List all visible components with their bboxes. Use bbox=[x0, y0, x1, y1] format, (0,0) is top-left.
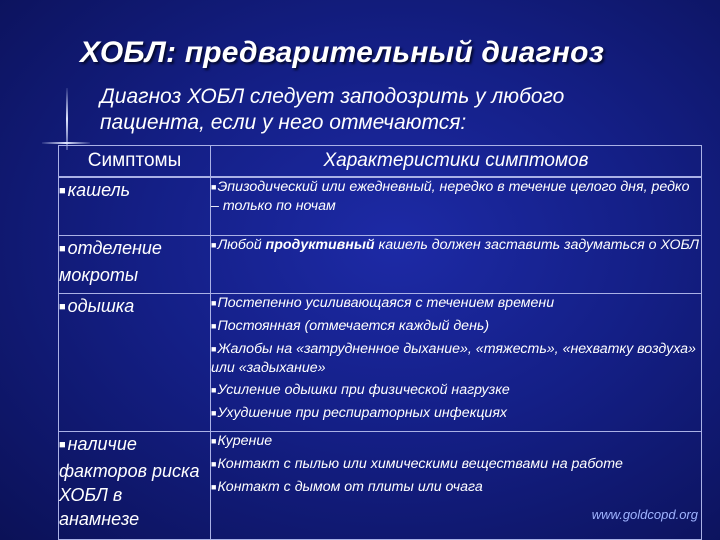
emphasis-text: продуктивный bbox=[265, 236, 375, 253]
symptom-text: ХОБЛ в bbox=[59, 484, 123, 505]
bullet-icon: ■ bbox=[211, 407, 217, 418]
table-row-sputum bbox=[59, 235, 702, 293]
bullet-icon: ■ bbox=[211, 384, 217, 395]
symptom-text: одышка bbox=[67, 295, 135, 316]
table-row-dyspnea bbox=[59, 293, 702, 431]
characteristics-cell bbox=[211, 431, 702, 540]
symptom-text: факторов риска bbox=[59, 460, 200, 481]
slide-subtitle bbox=[100, 84, 680, 136]
detail-item: ■Эпизодический или ежедневный, нередко в течение целого дня, редко – только по ночам bbox=[211, 179, 690, 214]
detail-item: ■Контакт с пылью или химическими веществами на работе bbox=[211, 455, 623, 472]
bullet-icon: ■ bbox=[211, 481, 217, 492]
detail-item: ■Контакт с дымом от плиты или очага bbox=[211, 478, 483, 495]
bullet-icon: ■ bbox=[211, 458, 217, 469]
symptom-text: отделение bbox=[67, 237, 162, 258]
bullet-icon: ■ bbox=[59, 185, 66, 197]
characteristics-cell bbox=[211, 235, 702, 293]
detail-item: ■Любой продуктивный кашель должен заставить задуматься о ХОБЛ bbox=[211, 236, 699, 253]
detail-item: ■Постепенно усиливающаяся с течением времени bbox=[211, 294, 555, 311]
slide-title: ХОБЛ: предварительный диагноз bbox=[80, 36, 605, 69]
symptom-text: мокроты bbox=[59, 264, 139, 285]
symptom-cell bbox=[59, 235, 211, 293]
characteristics-cell bbox=[211, 293, 702, 431]
bullet-icon: ■ bbox=[211, 239, 217, 250]
symptom-cell bbox=[59, 177, 211, 235]
source-link[interactable]: www.goldcopd.org bbox=[591, 507, 698, 522]
detail-item: ■Постоянная (отмечается каждый день) bbox=[211, 317, 490, 334]
header-symptoms: Симптомы bbox=[59, 146, 211, 178]
detail-item: ■Ухудшение при респираторных инфекциях bbox=[211, 404, 507, 421]
symptom-text: кашель bbox=[67, 180, 131, 200]
header-characteristics: Характеристики симптомов bbox=[211, 146, 702, 178]
symptom-cell bbox=[59, 293, 211, 431]
subtitle-line-2: пациента, если у него отмечаются: bbox=[100, 111, 467, 134]
bullet-icon: ■ bbox=[59, 300, 66, 313]
detail-item: ■Жалобы на «затрудненное дыхание», «тяжесть», «нехватку воздуха» или «задыхание» bbox=[211, 340, 696, 376]
table-row-cough bbox=[59, 177, 702, 235]
decorative-vertical-line bbox=[66, 88, 68, 150]
symptom-cell bbox=[59, 431, 211, 540]
bullet-icon: ■ bbox=[211, 320, 217, 331]
bullet-icon: ■ bbox=[211, 297, 217, 308]
characteristics-cell bbox=[211, 177, 702, 235]
detail-item: ■Усиление одышки при физической нагрузке bbox=[211, 381, 510, 398]
bullet-icon: ■ bbox=[59, 438, 66, 451]
table-header-row bbox=[59, 146, 702, 178]
detail-item: ■Курение bbox=[211, 432, 273, 449]
decorative-horizontal-line bbox=[42, 142, 90, 144]
bullet-icon: ■ bbox=[211, 343, 217, 354]
table-row-risk-factors bbox=[59, 431, 702, 540]
bullet-icon: ■ bbox=[211, 182, 217, 192]
symptoms-table bbox=[58, 145, 702, 540]
bullet-icon: ■ bbox=[59, 242, 66, 255]
subtitle-line-1: Диагноз ХОБЛ следует заподозрить у любого bbox=[100, 85, 565, 108]
symptom-text: наличие bbox=[67, 433, 137, 454]
bullet-icon: ■ bbox=[211, 435, 217, 446]
symptom-text: анамнезе bbox=[59, 508, 140, 529]
